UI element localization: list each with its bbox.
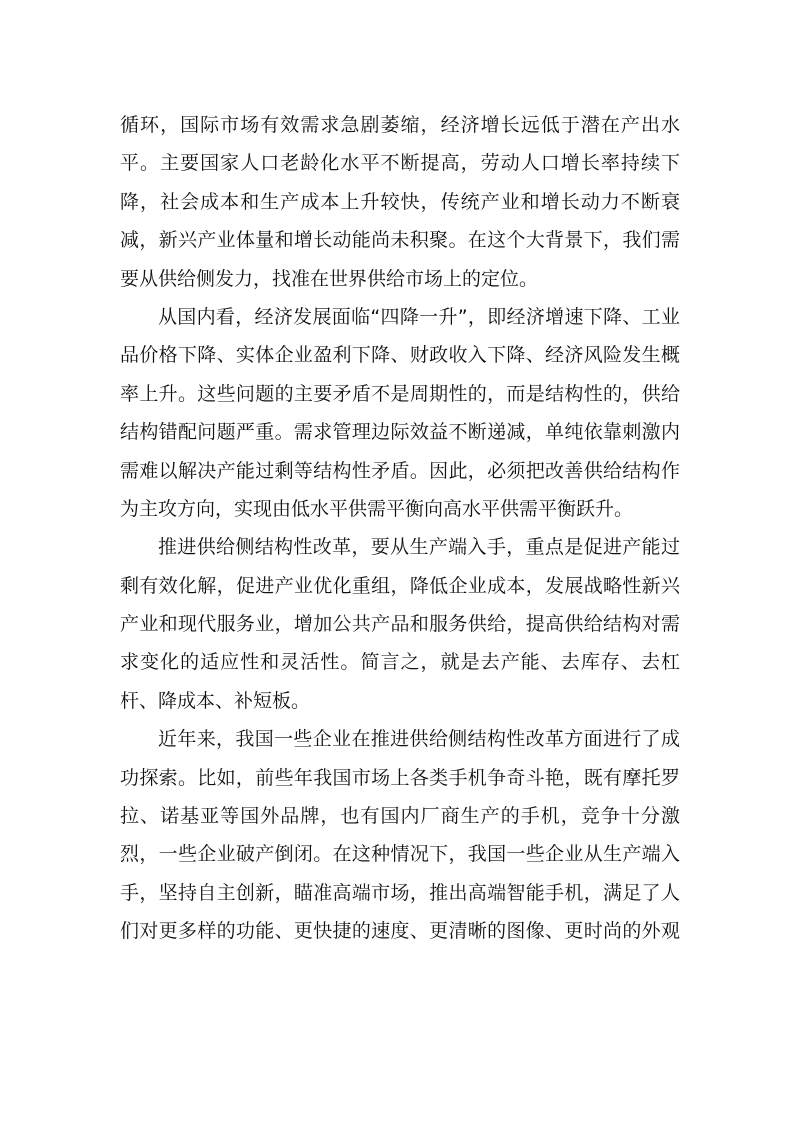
text-line: 手，坚持自主创新，瞄准高端市场，推出高端智能手机，满足了人 [120,881,680,904]
text-line: 功探索。比如，前些年我国市场上各类手机争奇斗艳，既有摩托罗 [120,766,680,789]
paragraph [120,106,680,298]
paragraph [120,528,680,720]
text-line: 结构错配问题严重。需求管理边际效益不断递减，单纯依靠刺激内 [120,421,680,444]
text-line: 要从供给侧发力，找准在世界供给市场上的定位。 [120,267,539,290]
text-line: 求变化的适应性和灵活性。简言之，就是去产能、去库存、去杠 [120,651,680,674]
text-line: 拉、诺基亚等国外品牌，也有国内厂商生产的手机，竞争十分激 [120,805,680,828]
text-line: 剩有效化解，促进产业优化重组，降低企业成本，发展战略性新兴 [120,574,680,597]
text-line: 平。主要国家人口老龄化水平不断提高，劳动人口增长率持续下 [120,152,680,175]
text-line: 近年来，我国一些企业在推进供给侧结构性改革方面进行了成 [158,728,680,751]
text-line: 需难以解决产能过剩等结构性矛盾。因此，必须把改善供给结构作 [120,459,680,482]
text-line: 推进供给侧结构性改革，要从生产端入手，重点是促进产能过 [158,536,680,559]
text-line: 循环，国际市场有效需求急剧萎缩，经济增长远低于潜在产出水 [120,114,680,136]
text-line: 降，社会成本和生产成本上升较快，传统产业和增长动力不断衰 [120,190,680,213]
text-line: 们对更多样的功能、更快捷的速度、更清晰的图像、更时尚的外观 [120,920,680,943]
paragraph [120,720,680,950]
text-line: 率上升。这些问题的主要矛盾不是周期性的，而是结构性的，供给 [120,382,680,405]
text-line: 从国内看，经济发展面临“四降一升”，即经济增速下降、工业 [158,305,680,328]
paragraph [120,298,680,528]
text-line: 杆、降成本、补短板。 [120,689,311,712]
text-line: 烈，一些企业破产倒闭。在这种情况下，我国一些企业从生产端入 [120,843,680,866]
text-line: 为主攻方向，实现由低水平供需平衡向高水平供需平衡跃升。 [120,497,634,520]
document-body [120,106,680,951]
text-line: 减，新兴产业体量和增长动能尚未积聚。在这个大背景下，我们需 [120,229,680,252]
text-line: 产业和现代服务业，增加公共产品和服务供给，提高供给结构对需 [120,613,680,636]
text-line: 品价格下降、实体企业盈利下降、财政收入下降、经济风险发生概 [120,344,680,367]
